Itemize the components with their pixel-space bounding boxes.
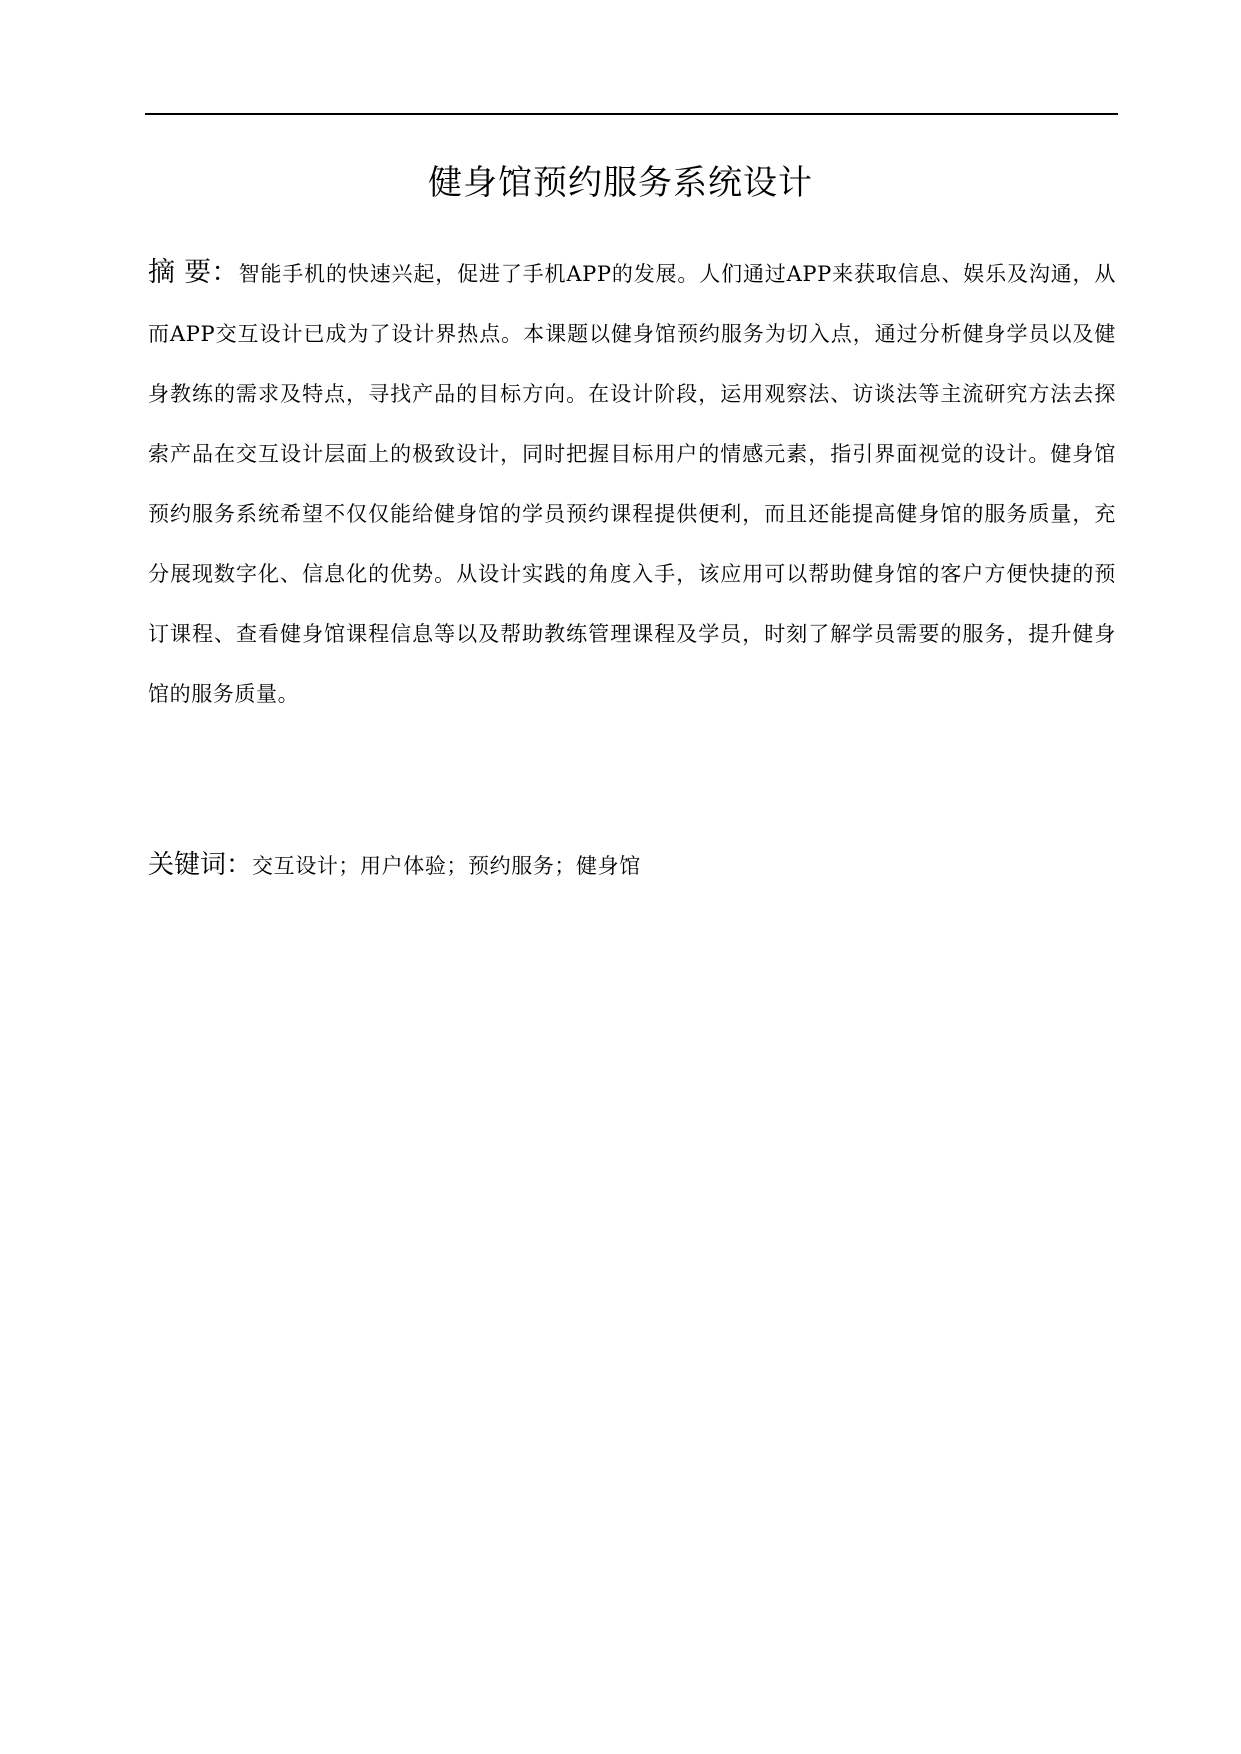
keywords-text: 交互设计；用户体验；预约服务；健身馆 [252,854,641,878]
keywords-line [148,840,1116,891]
keywords-label: 关键词： [148,850,253,880]
abstract-text: 智能手机的快速兴起，促进了手机APP的发展。人们通过APP来获取信息、娱乐及沟通，从而APP交互设计已成为了设计界热点。本课题以健身馆预约服务为切入点，通过分析健身学员以及健身教练的需求及特点，寻找产品的目标方向。在设计阶段，运用观察法、访谈法等主流研究方法去探索产品在交互设计层面上的极致设计，同时把握目标用户的情感元素，指引界面视觉的设计。健身馆预约服务系统希望不仅仅能给健身馆的学员预约课程提供便利，而且还能提高健身馆的服务质量，充分展现数字化、信息化的优势。从设计实践的角度入手，该应用可以帮助健身馆的客户方便快捷的预订课程、查看健身馆课程信息等以及帮助教练管理课程及学员，时刻了解学员需要的服务，提升健身馆的服务质量。 [148,262,1116,706]
abstract-label: 摘 要： [148,257,239,288]
header-rule [145,113,1118,115]
page-title: 健身馆预约服务系统设计 [428,163,813,203]
abstract-paragraph [148,243,1116,724]
